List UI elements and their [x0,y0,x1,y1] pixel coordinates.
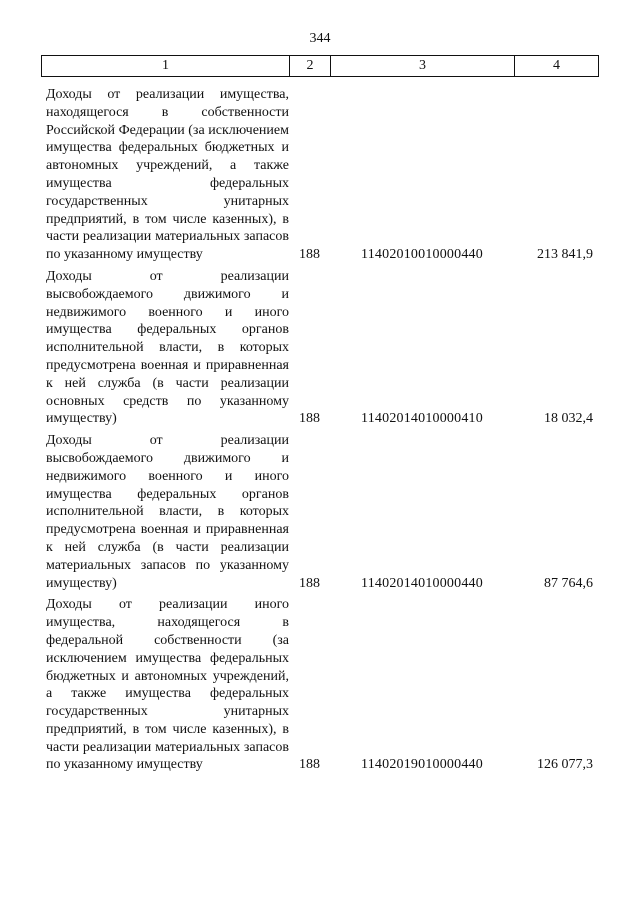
table-row [41,86,599,264]
row-admin-code: 188 [299,247,320,263]
table-row [41,596,599,774]
table-row [41,432,599,592]
table-header-row [41,55,599,77]
row-budget-code: 11402014010000440 [361,575,483,591]
row-budget-code: 11402014010000410 [361,411,483,427]
row-description: Доходы от реализации иного имущества, находящегося в федеральной собственности (за исключением имущества федеральных бюджетных и автономных учреждений, а также имущества федеральных государственных унитарных предприятий, в том числе казенных), в части реализации материальных запасов по указанному имуществу [46,597,289,773]
page-number: 344 [309,31,331,46]
row-amount: 126 077,3 [537,757,593,773]
row-admin-code: 188 [299,411,320,427]
header-col-2: 2 [290,56,331,76]
table-body [41,86,599,778]
row-budget-code: 11402010010000440 [361,247,483,263]
row-amount: 213 841,9 [537,247,593,263]
row-description: Доходы от реализации высвобождаемого движимого и недвижимого военного и иного имущества федеральных органов исполнительной власти, в которых предусмотрена военная и приравненная к ней служба (в части реализации основных средств по указанному имуществу) [46,268,289,427]
table-row [41,268,599,428]
row-admin-code: 188 [299,575,320,591]
row-budget-code: 11402019010000440 [361,757,483,773]
row-amount: 18 032,4 [544,411,593,427]
row-description: Доходы от реализации имущества, находящегося в собственности Российской Федерации (за исключением имущества федеральных бюджетных и автономных учреждений, а также имущества федеральных государственных унитарных предприятий, в том числе казенных), в части реализации материальных запасов по указанному имуществу [46,87,289,263]
header-col-3: 3 [331,56,515,76]
header-col-1: 1 [42,56,290,76]
header-col-4: 4 [553,58,560,73]
row-description: Доходы от реализации высвобождаемого движимого и недвижимого военного и иного имущества федеральных органов исполнительной власти, в которых предусмотрена военная и приравненная к ней служба (в части реализации материальных запасов по указанному имуществу) [46,433,289,591]
row-admin-code: 188 [299,757,320,773]
row-amount: 87 764,6 [544,575,593,591]
